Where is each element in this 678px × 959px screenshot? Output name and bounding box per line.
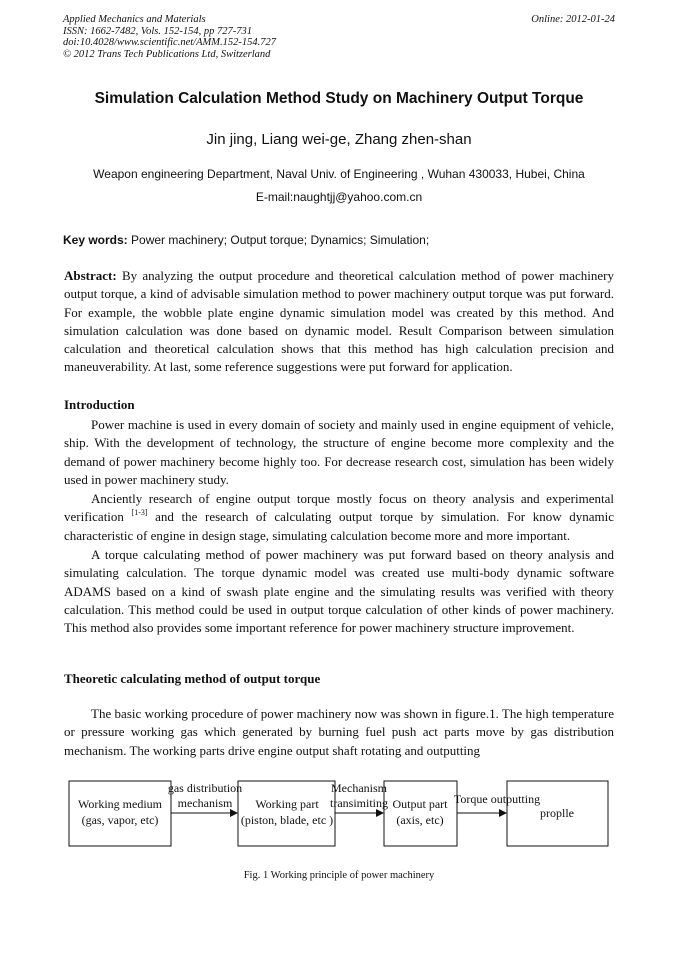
intro-p2-end: and the research of calculating output torque by simulation. For know dynamic characteristic of engine in design stage, simulating calculation become more and more important. [64, 509, 614, 543]
introduction-heading: Introduction [64, 397, 135, 412]
paper-title: Simulation Calculation Method Study on Machinery Output Torque [94, 90, 584, 107]
doi-line: doi:10.4028/www.scientific.net/AMM.152-154.727 [63, 37, 276, 48]
keywords-label: Key words: [63, 233, 128, 247]
citation-ref: [1-3] [131, 508, 148, 518]
intro-paragraph-1: Power machine is used in every domain of society and mainly used in engine equipment of vehicle, ship. With the development of technology, the structure of engine become more complexity and the demand of power machinery become highly too. For decrease research cost, simulation has been widely used in power machinery study. [64, 417, 614, 487]
arrow-label-line2: mechanism [177, 796, 233, 810]
abstract-label: Abstract: [64, 268, 117, 283]
intro-paragraph-3: A torque calculating method of power machinery was put forward based on theory analysis and simulating calculation. The torque dynamic model was created use multi-body dynamic software ADAMS based on a kind of swash plate engine and the simulating results was verified with theory calculation. This method could be used in output torque calculation of other kinds of power machinery. This method also provides some important reference for power machinery structure improvement. [64, 547, 614, 636]
box-label-line2: (gas, vapor, etc) [81, 813, 159, 827]
online-date: Online: 2012-01-24 [531, 14, 615, 25]
intro-paragraph-2 [64, 490, 614, 545]
arrow-label-line1: Mechanism [331, 781, 387, 795]
page-header [63, 14, 615, 60]
keywords [63, 233, 623, 247]
journal-name: Applied Mechanics and Materials [63, 14, 206, 25]
figure-caption: Fig. 1 Working principle of power machinery [243, 870, 435, 881]
keywords-text: Power machinery; Output torque; Dynamics; Simulation; [127, 233, 430, 247]
intro-p2-start: Anciently research of engine output torque mostly focus on theory analysis and experimental verification [64, 491, 614, 525]
copyright-line: © 2012 Trans Tech Publications Ltd, Switzerland [63, 48, 271, 60]
figure-1-diagram [0, 770, 678, 870]
box-label-line1: proplle [540, 806, 574, 820]
theory-paragraph-1: The basic working procedure of power machinery now was shown in figure.1. The high temperature or pressure working gas which generated by burning fuel push act parts move by gas distribution mechanism. The working parts drive engine output shaft rotating and outputting [64, 706, 614, 758]
arrow-label-line2: transimiting [330, 796, 388, 810]
affiliation: Weapon engineering Department, Naval Univ. of Engineering , Wuhan 430033, Hubei, China [93, 167, 585, 181]
arrow-label-line1: gas distribution [167, 781, 243, 795]
box-label-line1: Working medium [77, 797, 163, 811]
arrow-label-line1: Torque outputting [453, 792, 541, 806]
box-label-line1: Working part [255, 797, 319, 811]
issn-line: ISSN: 1662-7482, Vols. 152-154, pp 727-731 [63, 25, 252, 37]
email: E-mail:naughtjj@yahoo.com.cn [255, 190, 423, 204]
authors: Jin jing, Liang wei-ge, Zhang zhen-shan [206, 131, 472, 148]
abstract-text: By analyzing the output procedure and theoretical calculation method of power machinery output torque, a kind of advisable simulation method to power machinery output torque was put forward. For example, the wobble plate engine dynamic simulation model was created by this method. And simulation calculation was done based on dynamic model. Result Comparison between simulation calculation and theoretical calculation shows that this method has high calculation precision and maneuverability. At last, some reference suggestions were put forward for application. [64, 268, 614, 375]
box-label-line1: Output part [392, 797, 448, 811]
box-label-line2: (piston, blade, etc ) [240, 813, 334, 827]
abstract [64, 267, 614, 377]
theory-heading: Theoretic calculating method of output torque [64, 671, 321, 686]
box-label-line2: (axis, etc) [396, 813, 444, 827]
